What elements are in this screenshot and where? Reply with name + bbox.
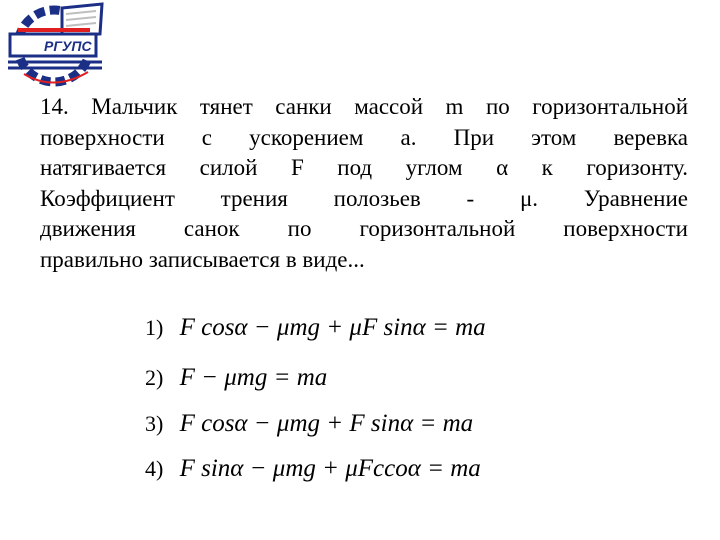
answer-number: 1)	[145, 315, 164, 340]
answer-equation: F cosα − μmg + F sinα = ma	[179, 410, 474, 437]
answer-number: 2)	[145, 365, 164, 390]
question-line: 14. Мальчик тянет санки массой m по горизонтальной	[40, 94, 688, 119]
answer-equation: F − μmg = ma	[179, 364, 328, 391]
question-line: поверхности с ускорением a. При этом веревка	[40, 124, 688, 150]
question-line: Коэффициент трения полозьев - μ. Уравнение	[40, 185, 688, 211]
answer-option-1[interactable]	[145, 314, 486, 342]
question-line: движения санок по горизонтальной поверхности	[40, 216, 688, 241]
answer-option-4[interactable]	[145, 455, 481, 483]
answer-option-3[interactable]	[145, 410, 473, 438]
question-text	[40, 92, 688, 275]
logo-text: РГУПС	[44, 38, 92, 54]
question-line: натягивается силой F под углом α к горизонту.	[40, 155, 688, 180]
rgups-logo	[4, 0, 108, 88]
answer-equation: F sinα − μmg + μFccoα = ma	[179, 455, 481, 482]
answer-option-2[interactable]	[145, 364, 327, 392]
answer-equation: F cosα − μmg + μF sinα = ma	[179, 314, 486, 341]
answer-number: 4)	[145, 456, 164, 481]
logo-red-band	[18, 28, 90, 32]
answer-number: 3)	[145, 411, 164, 436]
question-line: правильно записывается в виде...	[40, 246, 365, 272]
